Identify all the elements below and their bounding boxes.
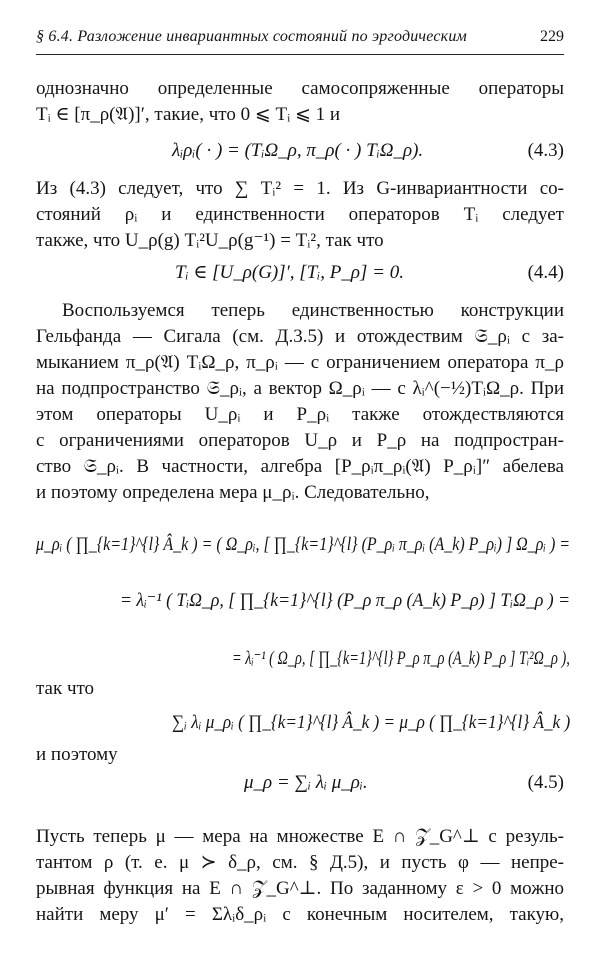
equation-number: (4.5): [527, 772, 564, 793]
text-line: также, что U_ρ(g) Tᵢ²U_ρ(g⁻¹) = Tᵢ², так что: [36, 230, 384, 251]
equation-sum: ∑ᵢ λᵢ μ_ρᵢ ( ∏_{k=1}^{l} Â_k ) = μ_ρ ( ∏_{k=1}^{l} Â_k ): [172, 712, 571, 733]
text-line: стояний ρᵢ и единственности операторов Tᵢ следует: [36, 204, 564, 225]
text-line: этом операторы U_ρᵢ и P_ρᵢ также отождествляются: [36, 404, 564, 425]
equation-4-5: μ_ρ = ∑ᵢ λᵢ μ_ρᵢ.: [244, 772, 368, 793]
text-line: так что: [36, 678, 95, 699]
running-header: [36, 28, 564, 55]
equation-4-4: Tᵢ ∈ [U_ρ(G)]′, [Tᵢ, P_ρ] = 0.: [175, 262, 404, 283]
text-line: Из (4.3) следует, что ∑ Tᵢ² = 1. Из G-инвариантности со-: [36, 178, 564, 199]
page-number: 229: [540, 28, 564, 45]
text-line: ство 𝔖_ρᵢ. В частности, алгебра [P_ρᵢπ_ρᵢ(𝔄) P_ρᵢ]″ абелева: [36, 456, 564, 477]
equation-number: (4.4): [527, 262, 564, 283]
text-line: Tᵢ ∈ [π_ρ(𝔄)]′, такие, что 0 ⩽ Tᵢ ⩽ 1 и: [36, 104, 341, 125]
text-line: найти меру μ′ = Σλᵢδ_ρᵢ с конечным носителем, такую,: [36, 904, 564, 925]
equation-product-line-1: μ_ρᵢ ( ∏_{k=1}^{l} Â_k ) = ( Ω_ρᵢ, [ ∏_{k=1}^{l} (P_ρᵢ π_ρᵢ (A_k) P_ρᵢ) ] Ω_ρᵢ ) =: [36, 534, 571, 555]
text-line: и поэтому определена мера μ_ρᵢ. Следовательно,: [36, 482, 430, 503]
text-line: на подпространство 𝔖_ρᵢ, а вектор Ω_ρᵢ — с λᵢ^(−½)TᵢΩ_ρ. При: [36, 378, 564, 399]
text-line: с ограничениями операторов U_ρ и P_ρ на подпростран-: [36, 430, 564, 451]
text-line: мыканием π_ρ(𝔄) TᵢΩ_ρ, π_ρᵢ — с ограничением оператора π_ρ: [36, 352, 564, 373]
equation-number: (4.3): [527, 140, 564, 161]
header-title: § 6.4. Разложение инвариантных состояний по эргодическим: [36, 28, 467, 45]
text-line: и поэтому: [36, 744, 118, 765]
text-line: однозначно определенные самосопряженные операторы: [36, 78, 564, 99]
equation-4-3: λᵢρᵢ( · ) = (TᵢΩ_ρ, π_ρ( · ) TᵢΩ_ρ).: [172, 140, 424, 161]
text-line: Гельфанда — Сигала (см. Д.3.5) и отождествим 𝔖_ρᵢ с за-: [36, 326, 564, 347]
text-line: Пусть теперь μ — мера на множестве E ∩ 𝒵_G^⊥ с резуль-: [36, 826, 564, 847]
equation-product-line-3: = λᵢ⁻¹ ( Ω_ρ, [ ∏_{k=1}^{l} P_ρ π_ρ (A_k) P_ρ ] Tᵢ²Ω_ρ ),: [232, 648, 570, 669]
text-line: рывная функция на E ∩ 𝒵_G^⊥. По заданному ε > 0 можно: [36, 878, 564, 899]
text-line: тантом ρ (т. е. μ ≻ δ_ρ, см. § Д.5), и пусть φ — непре-: [36, 852, 564, 873]
text-line: Воспользуемся теперь единственностью конструкции: [62, 300, 564, 321]
equation-product-line-2: = λᵢ⁻¹ ( TᵢΩ_ρ, [ ∏_{k=1}^{l} (P_ρ π_ρ (A_k) P_ρ) ] TᵢΩ_ρ ) =: [120, 590, 571, 611]
